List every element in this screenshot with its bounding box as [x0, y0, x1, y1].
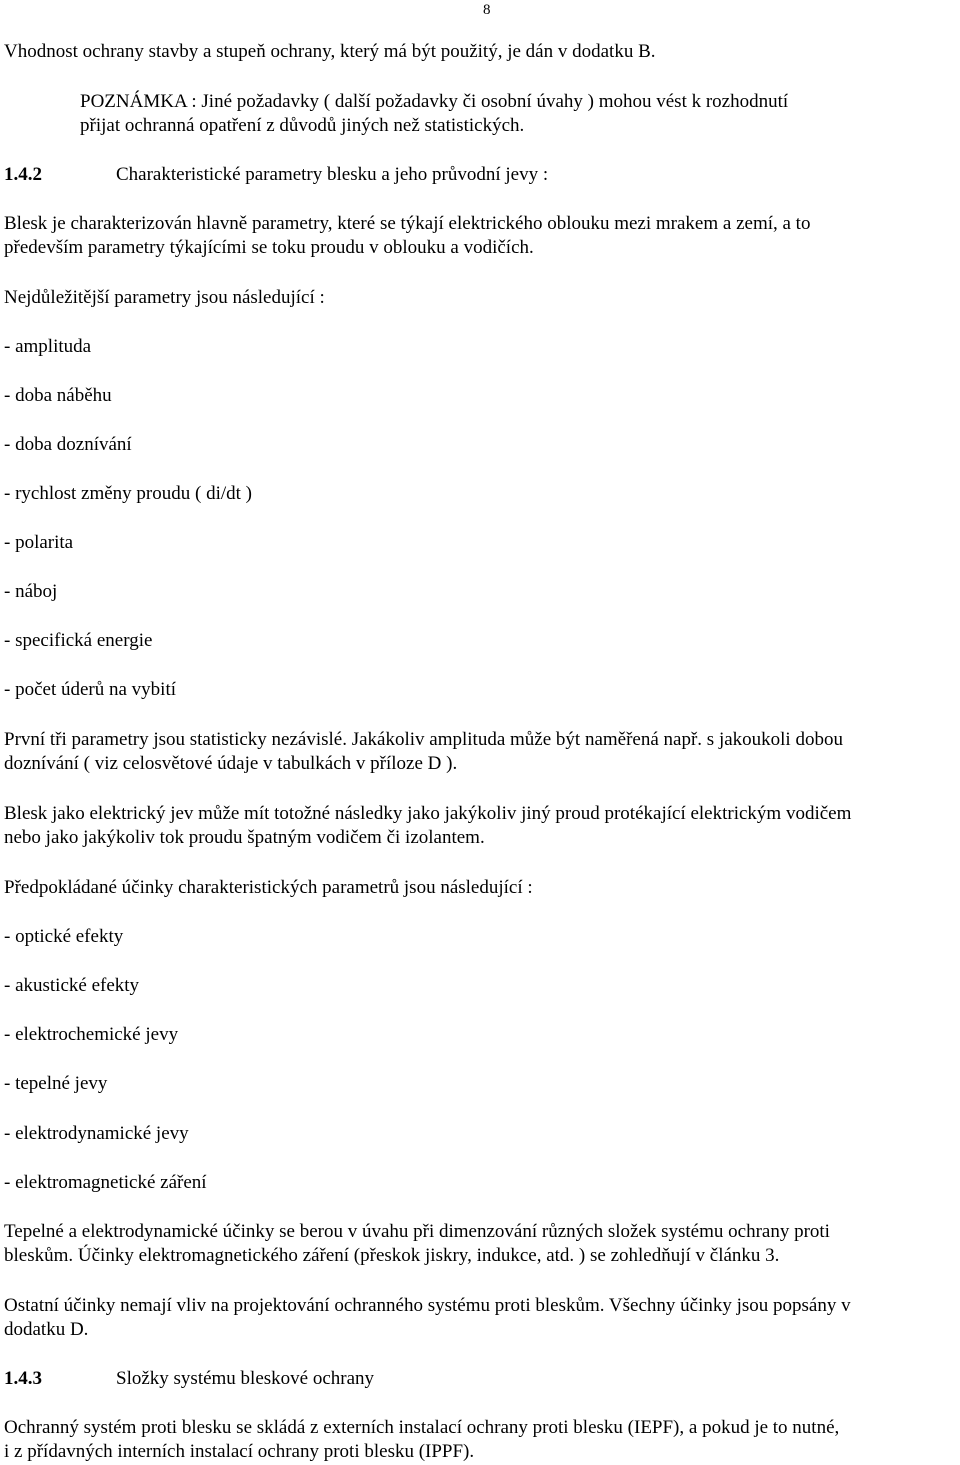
paragraph-4-line-2: nebo jako jakýkoliv tok proudu špatným vodičem či izolantem.	[4, 827, 485, 848]
note-line-2: přijat ochranná opatření z důvodů jiných než statistických.	[80, 115, 525, 136]
effect-list-item: - elektrochemické jevy	[4, 1024, 179, 1045]
parameter-list-item: - specifická energie	[4, 630, 153, 651]
paragraph-4-line-1: Blesk jako elektrický jev může mít totožné následky jako jakýkoliv jiný proud protékající elektrickým vodičem	[4, 803, 852, 824]
paragraph-7-line-2: dodatku D.	[4, 1319, 89, 1340]
note-line-1: POZNÁMKA : Jiné požadavky ( další požadavky či osobní úvahy ) mohou vést k rozhodnutí	[80, 91, 789, 112]
page-number: 8	[483, 2, 491, 18]
section-heading-1-4-2	[4, 163, 959, 188]
effect-list-item: - akustické efekty	[4, 975, 140, 996]
paragraph-3-line-1: První tři parametry jsou statisticky nezávislé. Jakákoliv amplituda může být naměřená např. s jakoukoli dobou	[4, 729, 843, 750]
paragraph-5: Předpokládané účinky charakteristických parametrů jsou následující :	[4, 877, 533, 898]
paragraph-1-line-1: Blesk je charakterizován hlavně parametry, které se týkají elektrického oblouku mezi mrakem a zemí, a to	[4, 213, 811, 234]
intro-paragraph: Vhodnost ochrany stavby a stupeň ochrany, který má být použitý, je dán v dodatku B.	[4, 41, 656, 62]
paragraph-2: Nejdůležitější parametry jsou následující :	[4, 287, 325, 308]
section-number: 1.4.3	[4, 1368, 42, 1389]
parameter-list-item: - doba doznívání	[4, 434, 132, 455]
parameter-list-item: - rychlost změny proudu ( di/dt )	[4, 483, 253, 504]
paragraph-6-line-1: Tepelné a elektrodynamické účinky se berou v úvahu při dimenzování různých složek systému ochrany proti	[4, 1221, 830, 1242]
section-title: Složky systému bleskové ochrany	[116, 1368, 375, 1389]
paragraph-6-line-2: bleskům. Účinky elektromagnetického záření (přeskok jiskry, indukce, atd. ) se zohledňují v článku 3.	[4, 1245, 780, 1266]
paragraph-8-line-2: i z přídavných interních instalací ochrany proti blesku (IPPF).	[4, 1441, 475, 1462]
effect-list-item: - optické efekty	[4, 926, 124, 947]
section-title: Charakteristické parametry blesku a jeho průvodní jevy :	[116, 164, 549, 185]
parameter-list-item: - amplituda	[4, 336, 92, 357]
effect-list-item: - tepelné jevy	[4, 1073, 108, 1094]
paragraph-1-line-2: především parametry týkajícími se toku proudu v oblouku a vodičích.	[4, 237, 534, 258]
paragraph-8-line-1: Ochranný systém proti blesku se skládá z externích instalací ochrany proti blesku (IEPF), a pokud je to nutné,	[4, 1417, 840, 1438]
parameter-list-item: - počet úderů na vybití	[4, 679, 177, 700]
effect-list-item: - elektromagnetické záření	[4, 1172, 207, 1193]
section-heading-1-4-3	[4, 1367, 959, 1392]
parameter-list-item: - náboj	[4, 581, 58, 602]
effect-list-item: - elektrodynamické jevy	[4, 1123, 189, 1144]
section-number: 1.4.2	[4, 164, 42, 185]
paragraph-7-line-1: Ostatní účinky nemají vliv na projektování ochranného systému proti bleskům. Všechny účinky jsou popsány v	[4, 1295, 851, 1316]
paragraph-3-line-2: doznívání ( viz celosvětové údaje v tabulkách v příloze D ).	[4, 753, 458, 774]
parameter-list-item: - doba náběhu	[4, 385, 112, 406]
parameter-list-item: - polarita	[4, 532, 74, 553]
